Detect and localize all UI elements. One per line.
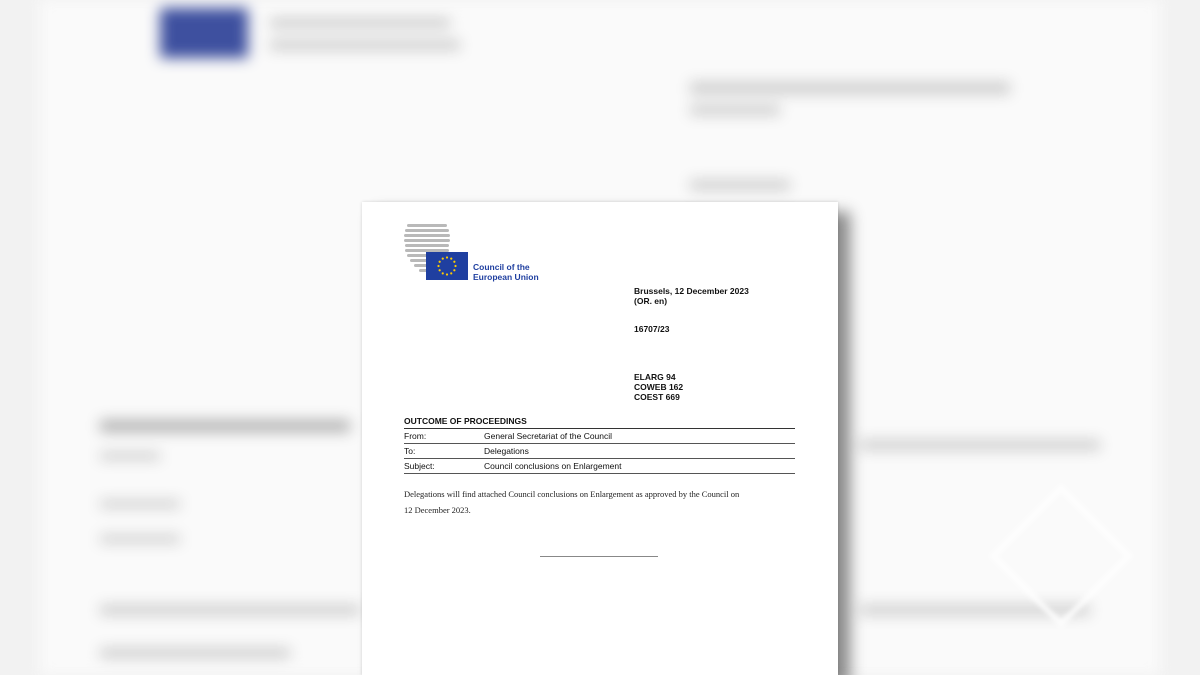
council-logo (403, 224, 563, 284)
place-date: Brussels, 12 December 2023 (634, 286, 749, 296)
eu-star-icon (439, 269, 441, 271)
code-elarg: ELARG 94 (634, 372, 676, 382)
section-title: OUTCOME OF PROCEEDINGS (404, 416, 527, 426)
document-page (362, 202, 838, 675)
eu-star-icon (450, 272, 452, 274)
background-text-line (270, 18, 450, 28)
row-value-from: General Secretariat of the Council (484, 431, 613, 441)
code-coest: COEST 669 (634, 392, 680, 402)
eu-star-icon (439, 261, 441, 263)
eu-star-icon (453, 269, 455, 271)
eu-star-icon (446, 256, 448, 258)
background-text-line (860, 440, 1100, 450)
organization-name-line1: Council of the (473, 262, 530, 272)
organization-name (473, 262, 539, 282)
row-key-from: From: (404, 431, 427, 441)
row-key-to: To: (404, 446, 416, 456)
background-text-line (100, 452, 160, 460)
eu-star-icon (437, 265, 439, 267)
eu-star-icon (446, 273, 448, 275)
place-date-block (634, 286, 749, 306)
row-key-subject: Subject: (404, 461, 435, 471)
background-text-line (100, 648, 290, 658)
background-text-line (100, 535, 180, 543)
background-text-line (690, 180, 790, 190)
table-row (404, 458, 795, 474)
eu-star-icon (453, 261, 455, 263)
table-row (404, 428, 795, 443)
body-paragraph (404, 486, 796, 518)
eu-star-icon (450, 258, 452, 260)
eu-star-icon (454, 265, 456, 267)
background-flag (160, 8, 248, 58)
original-language: (OR. en) (634, 296, 668, 306)
background-text-line (100, 500, 180, 508)
proceedings-table (404, 428, 795, 474)
body-line2: 12 December 2023. (404, 505, 471, 515)
background-text-line (690, 105, 780, 115)
classification-codes (634, 372, 683, 402)
table-row (404, 443, 795, 458)
background-text-line (100, 605, 360, 615)
code-coweb: COWEB 162 (634, 382, 684, 392)
background-text-line (100, 420, 350, 432)
document-number: 16707/23 (634, 324, 670, 334)
eu-star-icon (442, 258, 444, 260)
eu-flag-icon (426, 252, 468, 280)
background-text-line (690, 82, 1010, 94)
separator-line (540, 556, 658, 557)
body-line1: Delegations will find attached Council conclusions on Enlargement as approved by the Council on (404, 489, 740, 499)
background-text-line (270, 40, 460, 50)
organization-name-line2: European Union (473, 272, 539, 282)
row-value-subject: Council conclusions on Enlargement (484, 461, 622, 471)
eu-star-icon (442, 272, 444, 274)
row-value-to: Delegations (484, 446, 529, 456)
